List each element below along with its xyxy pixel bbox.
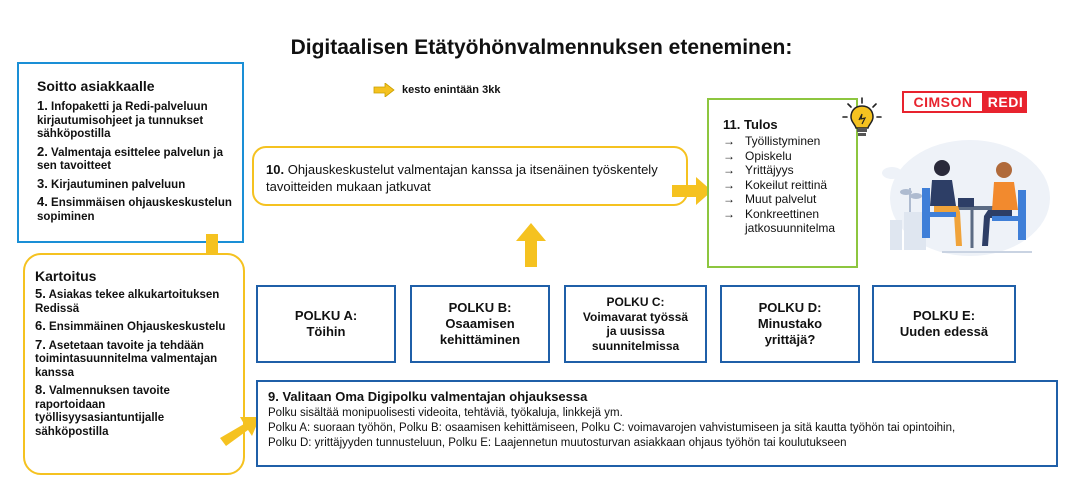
polku-label: POLKU B:	[448, 300, 512, 315]
polku-label: POLKU D:	[758, 300, 822, 315]
step9-line: Polku sisältää monipuolisesti videoita, tehtäviä, työkaluja, linkkejä ym.	[268, 407, 623, 419]
polku-desc: Töihin	[306, 324, 346, 339]
step9-line: Polku A: suoraan työhön, Polku B: osaamisen kehittämiseen, Polku C: voimavarojen vahvistumiseen ja sitä kautta työhön tai opintoihin,	[268, 422, 956, 434]
people-meeting-illustration	[872, 128, 1052, 258]
tulos-item: → Opiskelu	[723, 148, 792, 163]
step9-box	[256, 380, 1058, 467]
polku-d-box	[720, 285, 860, 363]
polku-c-box	[564, 285, 707, 363]
tulos-item: → Kokeilut reittinä	[723, 177, 828, 192]
step9-heading: 9. Valitaan Oma Digipolku valmentajan ohjauksessa	[268, 389, 588, 404]
kartoitus-heading: Kartoitus	[35, 268, 97, 284]
step10-box	[252, 146, 688, 206]
logo-part2: REDI	[984, 91, 1027, 113]
step10-text: Ohjauskeskustelut valmentajan kanssa ja itsenäinen työskentely tavoitteiden mukaan jatkuvat	[266, 162, 658, 194]
tulos-item: → Yrittäjyys	[723, 163, 794, 177]
page-title: Digitaalisen Etätyöhönvalmennuksen eteneminen:	[290, 36, 793, 59]
kartoitus-step: 5. Asiakas tekee alkukartoituksen Redissä	[35, 286, 220, 315]
tulos-item: → Työllistyminen	[723, 134, 821, 148]
polku-label: POLKU E:	[912, 308, 976, 323]
kartoitus-step: 8. Valmennuksen tavoite raportoidaan työllisyysasiantuntijalle sähköpostilla	[35, 382, 170, 438]
legend-text: kesto enintään 3kk	[402, 84, 501, 96]
polku-label: POLKU C:	[606, 295, 665, 309]
right-arrow-icon	[672, 177, 712, 205]
soitto-box	[17, 62, 244, 243]
logo-part1: CIMSON	[902, 91, 984, 113]
polku-b-box	[410, 285, 550, 363]
soitto-step: 4. Ensimmäisen ohjauskeskustelun sopiminen	[37, 194, 232, 223]
soitto-heading: Soitto asiakkaalle	[37, 78, 155, 94]
kartoitus-step: 6. Ensimmäinen Ohjauskeskustelu	[35, 318, 226, 333]
polku-label: POLKU A:	[294, 308, 358, 323]
up-arrow-icon	[516, 223, 546, 267]
step10-number: 10.	[266, 162, 285, 177]
tulos-item: → Muut palvelut	[723, 192, 817, 206]
tulos-box	[707, 98, 858, 268]
polku-desc: Minustako yrittäjä?	[757, 316, 823, 347]
polku-a-box	[256, 285, 396, 363]
soitto-step: 2. Valmentaja esittelee palvelun ja sen tavoitteet	[37, 143, 223, 172]
tulos-item: → Konkreettinen jatkosuunnitelma	[723, 206, 836, 235]
soitto-step: 3. Kirjautuminen palveluun	[37, 175, 186, 191]
kartoitus-box	[23, 253, 245, 475]
polku-desc: Osaamisen kehittäminen	[439, 316, 521, 347]
polku-e-box	[872, 285, 1016, 363]
polku-desc: Uuden edessä	[899, 324, 989, 339]
cimson-redi-logo	[902, 91, 1027, 113]
step9-line: Polku D: yrittäjyyden tunnusteluun, Polku E: Laajennetun muutosturvan asiakkaan ohjaus työhön tai koulutukseen	[268, 437, 847, 449]
legend-arrow-icon	[373, 83, 395, 97]
polku-desc: Voimavarat työssä ja uusissa suunnitelmissa	[582, 309, 689, 353]
kartoitus-step: 7. Asetetaan tavoite ja tehdään toimintasuunnitelma valmentajan kanssa	[35, 336, 218, 379]
soitto-step: 1. Infopaketti ja Redi-palveluun kirjautumisohjeet ja tunnukset sähköpostilla	[37, 98, 208, 140]
tulos-heading: 11. Tulos	[723, 117, 778, 132]
